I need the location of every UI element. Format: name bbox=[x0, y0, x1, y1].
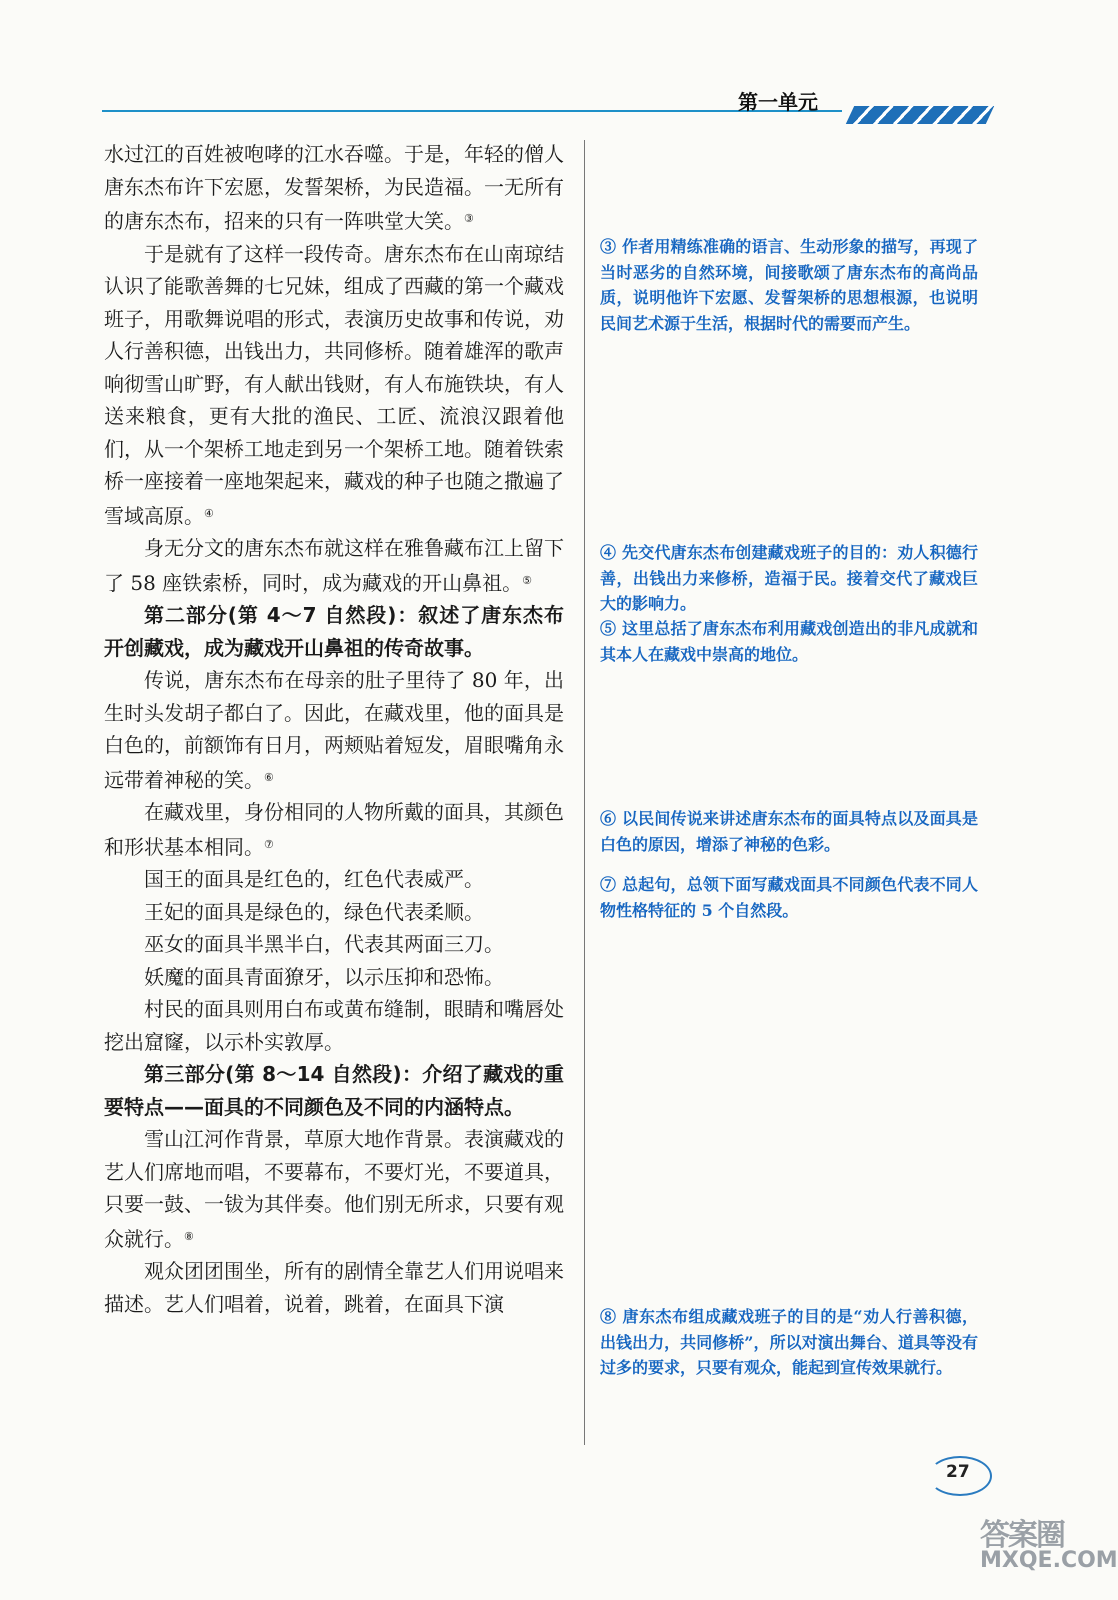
paragraph: 妖魔的面具青面獠牙，以示压抑和恐怖。 bbox=[144, 964, 504, 989]
paragraph: 于是就有了这样一段传奇。唐东杰布在山南琼结认识了能歌善舞的七兄妹，组成了西藏的第一个藏戏班子，用歌舞说唱的形式，表演历史故事和传说，劝人行善积德，出钱出力，共同修桥。随着雄浑的歌声响彻雪山旷野，有人献出钱财，有人布施铁块，有人送来粮食，更有大批的渔民、工匠、流浪汉跟着他们，从一个架桥工地走到另一个架桥工地。随着铁索桥一座接着一座地架起来，藏戏的种子也随之撒遍了雪域高原。④ bbox=[104, 241, 564, 528]
paragraph: 巫女的面具半黑半白，代表其两面三刀。 bbox=[144, 932, 504, 956]
side-note-3: ③ 作者用精练准确的语言、生动形象的描写，再现了当时恶劣的自然环境，间接歌颂了唐东杰布的高尚品质，说明他许下宏愿、发誓架桥的思想根源，也说明民间艺术源于生活，根据时代的需要而产生。 bbox=[600, 237, 978, 333]
side-note-4: ④ 先交代唐东杰布创建藏戏班子的目的：劝人积德行善，出钱出力来修桥，造福于民。接着交代了藏戏巨大的影响力。 bbox=[600, 543, 978, 613]
side-note-7: ⑦ 总起句，总领下面写藏戏面具不同颜色代表不同人物性格特征的 5 个自然段。 bbox=[600, 875, 978, 920]
note-marker: ⑤ bbox=[522, 573, 533, 587]
paragraph: 身无分文的唐东杰布就这样在雅鲁藏布江上留下了 58 座铁索桥，同时，成为藏戏的开山鼻祖。⑤ bbox=[104, 536, 564, 595]
column-divider bbox=[584, 140, 585, 1445]
note-marker: ④ bbox=[204, 506, 214, 520]
paragraph: 国王的面具是红色的，红色代表威严。 bbox=[144, 867, 484, 891]
paragraph: 传说，唐东杰布在母亲的肚子里待了 80 年，出生时头发胡子都白了。因此，在藏戏里，他的面具是白色的，前额饰有日月，两颊贴着短发，眉眼嘴角永远带着神秘的笑。⑥ bbox=[104, 668, 564, 792]
paragraph: 水过江的百姓被咆哮的江水吞噬。于是，年轻的僧人唐东杰布许下宏愿，发誓架桥，为民造福。一无所有的唐东杰布，招来的只有一阵哄堂大笑。③ bbox=[104, 142, 564, 233]
side-note-6: ⑥ 以民间传说来讲述唐东杰布的面具特点以及面具是白色的原因，增添了神秘的色彩。 bbox=[600, 809, 978, 854]
watermark-logo: 答案圈 MXQE.COM bbox=[980, 1518, 1118, 1573]
side-note-8: ⑧ 唐东杰布组成藏戏班子的目的是“劝人行善积德，出钱出力，共同修桥”，所以对演出舞台、道具等没有过多的要求，只要有观众，能起到宣传效果就行。 bbox=[600, 1307, 978, 1377]
unit-title: 第一单元 bbox=[738, 90, 818, 114]
note-marker: ③ bbox=[464, 212, 474, 225]
section-summary-part2: 第二部分(第 4～7 自然段)：叙述了唐东杰布开创藏戏，成为藏戏开山鼻祖的传奇故事。 bbox=[104, 603, 564, 660]
paragraph: 雪山江河作背景，草原大地作背景。表演藏戏的艺人们席地而唱，不要幕布，不要灯光，不要道具，只要一鼓、一钹为其伴奏。他们别无所求，只要有观众就行。⑧ bbox=[104, 1127, 564, 1251]
paragraph: 在藏戏里，身份相同的人物所戴的面具，其颜色和形状基本相同。⑦ bbox=[104, 800, 564, 859]
note-marker: ⑥ bbox=[264, 770, 274, 784]
paragraph: 王妃的面具是绿色的，绿色代表柔顺。 bbox=[144, 899, 484, 924]
paragraph: 村民的面具则用白布或黄布缝制，眼睛和嘴唇处挖出窟窿，以示朴实敦厚。 bbox=[104, 997, 564, 1054]
main-text-column bbox=[104, 138, 564, 1320]
header-rule bbox=[102, 110, 842, 112]
note-marker: ⑧ bbox=[184, 1229, 194, 1243]
side-note-5: ⑤ 这里总括了唐东杰布利用藏戏创造出的非凡成就和其本人在藏戏中崇高的地位。 bbox=[600, 619, 978, 664]
note-marker: ⑦ bbox=[264, 837, 274, 851]
page-number: 27 bbox=[946, 1462, 970, 1482]
paragraph: 观众团团围坐，所有的剧情全靠艺人们用说唱来描述。艺人们唱着，说着，跳着，在面具下演 bbox=[104, 1259, 564, 1316]
unit-title-decoration bbox=[846, 106, 994, 124]
section-summary-part3: 第三部分(第 8～14 自然段)：介绍了藏戏的重要特点——面具的不同颜色及不同的内涵特点。 bbox=[104, 1062, 564, 1119]
